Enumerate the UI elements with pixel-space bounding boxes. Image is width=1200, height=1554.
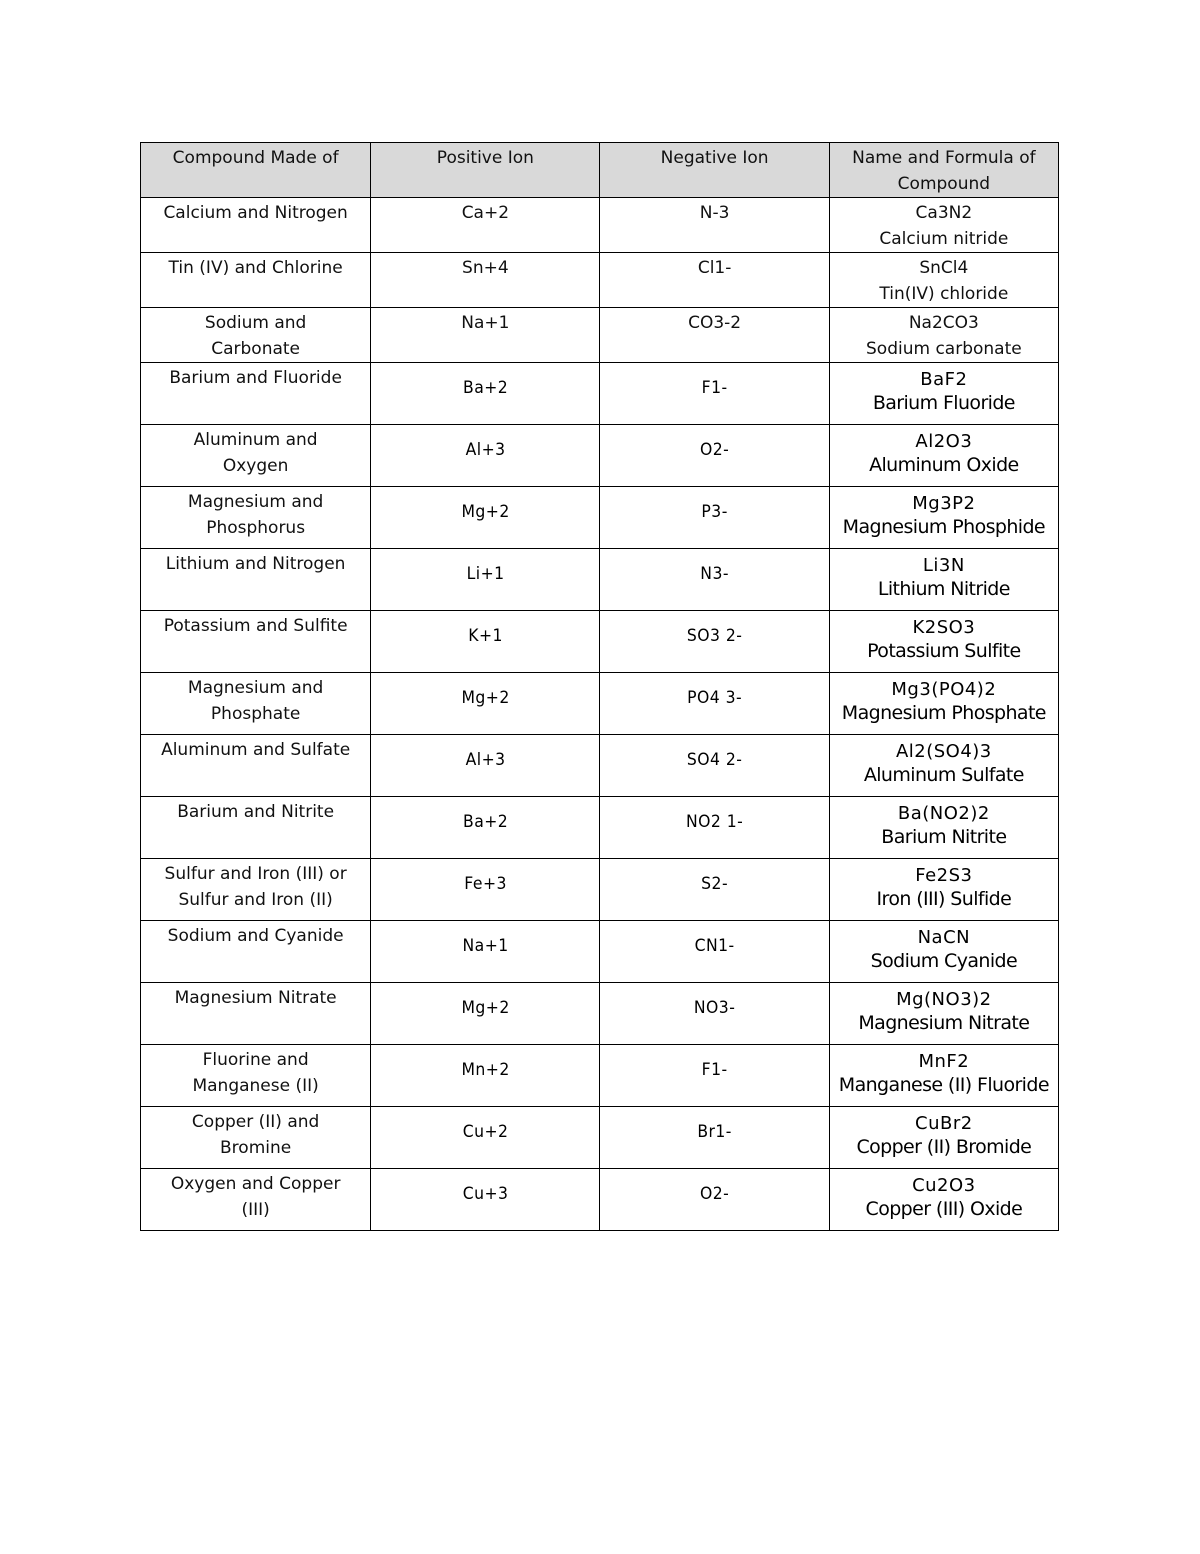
negative-ion-text: F1-: [701, 378, 728, 398]
negative-ion-text: CN1-: [694, 936, 735, 956]
cell-positive-ion: [380, 1107, 591, 1169]
compound-formula: Mg3P2: [912, 493, 976, 514]
positive-ion-text: Ca+2: [461, 203, 510, 223]
table-row: [141, 921, 1059, 983]
cell-name-and-formula: [829, 983, 1058, 1045]
made-of-text: Calcium and Nitrogen: [163, 203, 348, 223]
positive-ion-text: Mg+2: [461, 502, 510, 522]
cell-negative-ion: [609, 735, 820, 797]
cell-negative-ion: [609, 673, 820, 735]
cell-negative-ion: [600, 253, 829, 308]
table-row: [141, 253, 1059, 308]
table-row: [141, 983, 1059, 1045]
cell-positive-ion: [380, 983, 591, 1045]
compound-formula: SnCl4: [919, 258, 969, 278]
cell-name-and-formula: [829, 363, 1058, 425]
compound-formula: Cu2O3: [912, 1175, 976, 1196]
compound-formula: Al2(SO4)3: [895, 741, 992, 762]
cell-made-of: [141, 921, 371, 983]
positive-ion-text: Li+1: [466, 564, 505, 584]
cell-made-of: [141, 487, 371, 549]
negative-ion-text: N3-: [700, 564, 729, 584]
cell-negative-ion: [609, 425, 820, 487]
made-of-text: Magnesium and Phosphate: [187, 678, 324, 724]
table-row: [141, 735, 1059, 797]
cell-positive-ion: [380, 611, 591, 673]
negative-ion-text: Br1-: [697, 1122, 732, 1142]
cell-made-of: [141, 611, 371, 673]
table-row: [141, 611, 1059, 673]
compound-formula: CuBr2: [915, 1113, 973, 1134]
compound-name: Magnesium Nitrate: [858, 1012, 1030, 1034]
made-of-text: Sodium and Carbonate: [204, 313, 307, 359]
compound-formula: Ca3N2: [915, 203, 973, 223]
cell-made-of: [141, 1169, 371, 1231]
cell-negative-ion: [600, 198, 829, 253]
made-of-text: Barium and Fluoride: [169, 368, 342, 388]
compound-name: Aluminum Oxide: [869, 454, 1019, 476]
compound-formula: Ba(NO2)2: [897, 803, 990, 824]
cell-name-and-formula: [829, 198, 1058, 253]
cell-negative-ion: [609, 611, 820, 673]
cell-name-and-formula: [829, 1045, 1058, 1107]
negative-ion-text: F1-: [701, 1060, 728, 1080]
table-row: [141, 673, 1059, 735]
positive-ion-text: Mn+2: [461, 1060, 510, 1080]
compound-formula: Fe2S3: [915, 865, 973, 886]
positive-ion-text: Al+3: [465, 440, 506, 460]
cell-name-and-formula: [829, 253, 1058, 308]
compound-formula: Mg(NO3)2: [896, 989, 992, 1010]
made-of-text: Tin (IV) and Chlorine: [168, 258, 343, 278]
positive-ion-text: Cu+3: [462, 1184, 509, 1204]
table-row: [141, 549, 1059, 611]
cell-made-of: [141, 1107, 371, 1169]
compound-formula: Mg3(PO4)2: [891, 679, 997, 700]
made-of-text: Sodium and Cyanide: [167, 926, 344, 946]
negative-ion-text: PO4 3-: [687, 688, 743, 708]
compound-name: Barium Nitrite: [881, 826, 1007, 848]
negative-ion-text: NO2 1-: [685, 812, 744, 832]
negative-ion-text: S2-: [701, 874, 729, 894]
negative-ion-text: SO4 2-: [686, 750, 743, 770]
negative-ion-text: N-3: [699, 203, 730, 223]
cell-name-and-formula: [829, 1107, 1058, 1169]
cell-negative-ion: [609, 1169, 820, 1231]
negative-ion-text: NO3-: [693, 998, 736, 1018]
table-row: [141, 1107, 1059, 1169]
compound-table: [140, 142, 1059, 1231]
table-row: [141, 425, 1059, 487]
made-of-text: Fluorine and Manganese (II): [192, 1050, 319, 1096]
table-row: [141, 797, 1059, 859]
cell-positive-ion: [380, 425, 591, 487]
compound-formula: MnF2: [918, 1051, 970, 1072]
made-of-text: Aluminum and Sulfate: [161, 740, 351, 760]
header-compound-made-of: Compound Made of: [141, 143, 371, 198]
cell-name-and-formula: [829, 1169, 1058, 1231]
positive-ion-text: Mg+2: [461, 688, 510, 708]
compound-name: Potassium Sulfite: [867, 640, 1021, 662]
negative-ion-text: O2-: [699, 1184, 730, 1204]
cell-made-of: [141, 735, 371, 797]
header-negative-ion: Negative Ion: [600, 143, 829, 198]
compound-name: Magnesium Phosphide: [842, 516, 1046, 538]
cell-made-of: [141, 549, 371, 611]
table-row: [141, 1045, 1059, 1107]
positive-ion-text: Sn+4: [462, 258, 509, 278]
made-of-text: Lithium and Nitrogen: [165, 554, 346, 574]
compound-formula: K2SO3: [912, 617, 976, 638]
cell-negative-ion: [600, 308, 829, 363]
cell-negative-ion: [609, 797, 820, 859]
positive-ion-text: K+1: [468, 626, 503, 646]
table-row: [141, 363, 1059, 425]
compound-name: Calcium nitride: [879, 229, 1009, 249]
cell-positive-ion: [380, 363, 591, 425]
compound-formula: Al2O3: [915, 431, 973, 452]
cell-negative-ion: [609, 487, 820, 549]
cell-positive-ion: [380, 859, 591, 921]
table-row: [141, 308, 1059, 363]
cell-made-of: [141, 363, 371, 425]
made-of-text: Magnesium and Phosphorus: [187, 492, 324, 538]
cell-positive-ion: [380, 487, 591, 549]
cell-made-of: [141, 1045, 371, 1107]
compound-name: Aluminum Sulfate: [863, 764, 1024, 786]
compound-name: Barium Fluoride: [872, 392, 1015, 414]
positive-ion-text: Na+1: [462, 936, 509, 956]
cell-negative-ion: [609, 1107, 820, 1169]
cell-positive-ion: [380, 673, 591, 735]
compound-formula: Li3N: [922, 555, 965, 576]
positive-ion-text: Ba+2: [462, 378, 508, 398]
cell-name-and-formula: [829, 797, 1058, 859]
cell-negative-ion: [609, 983, 820, 1045]
cell-name-and-formula: [829, 425, 1058, 487]
cell-made-of: [141, 797, 371, 859]
table-row: [141, 1169, 1059, 1231]
cell-name-and-formula: [829, 308, 1058, 363]
cell-name-and-formula: [829, 487, 1058, 549]
compound-name: Copper (II) Bromide: [856, 1136, 1032, 1158]
made-of-text: Aluminum and Oxygen: [193, 430, 318, 476]
cell-positive-ion: [380, 921, 591, 983]
cell-made-of: [141, 198, 371, 253]
negative-ion-text: P3-: [701, 502, 728, 522]
positive-ion-text: Ba+2: [462, 812, 508, 832]
negative-ion-text: Cl1-: [697, 258, 732, 278]
compound-name: Magnesium Phosphate: [841, 702, 1046, 724]
compound-formula: BaF2: [920, 369, 968, 390]
cell-name-and-formula: [829, 921, 1058, 983]
cell-positive-ion: [380, 1169, 591, 1231]
table-row: [141, 487, 1059, 549]
cell-made-of: [141, 425, 371, 487]
positive-ion-text: Fe+3: [464, 874, 507, 894]
compound-name: Tin(IV) chloride: [879, 284, 1009, 304]
compound-formula: NaCN: [917, 927, 971, 948]
negative-ion-text: CO3-2: [688, 313, 742, 333]
cell-made-of: [141, 673, 371, 735]
made-of-text: Copper (II) and Bromine: [191, 1112, 320, 1158]
cell-name-and-formula: [829, 859, 1058, 921]
made-of-text: Potassium and Sulfite: [163, 616, 348, 636]
cell-positive-ion: [371, 253, 600, 308]
cell-name-and-formula: [829, 673, 1058, 735]
made-of-text: Barium and Nitrite: [177, 802, 335, 822]
cell-made-of: [141, 308, 371, 363]
cell-name-and-formula: [829, 549, 1058, 611]
cell-positive-ion: [380, 549, 591, 611]
cell-positive-ion: [380, 1045, 591, 1107]
table-row: [141, 198, 1059, 253]
cell-positive-ion: [380, 735, 591, 797]
made-of-text: Sulfur and Iron (III) or Sulfur and Iron (II): [164, 864, 347, 910]
cell-made-of: [141, 859, 371, 921]
compound-name: Sodium carbonate: [866, 339, 1022, 359]
table-row: [141, 859, 1059, 921]
cell-positive-ion: [371, 308, 600, 363]
made-of-text: Oxygen and Copper (III): [170, 1174, 341, 1220]
cell-made-of: [141, 253, 371, 308]
compound-name: Sodium Cyanide: [870, 950, 1018, 972]
cell-positive-ion: [380, 797, 591, 859]
negative-ion-text: SO3 2-: [686, 626, 743, 646]
cell-negative-ion: [609, 921, 820, 983]
cell-negative-ion: [609, 363, 820, 425]
compound-name: Iron (III) Sulfide: [876, 888, 1012, 910]
positive-ion-text: Na+1: [461, 313, 510, 333]
cell-name-and-formula: [829, 611, 1058, 673]
positive-ion-text: Mg+2: [461, 998, 510, 1018]
header-name-and-formula: Name and Formula of Compound: [829, 143, 1058, 198]
compound-name: Manganese (II) Fluoride: [838, 1074, 1049, 1096]
compound-name: Lithium Nitride: [877, 578, 1010, 600]
header-row: [141, 143, 1059, 198]
cell-negative-ion: [609, 1045, 820, 1107]
cell-made-of: [141, 983, 371, 1045]
cell-name-and-formula: [829, 735, 1058, 797]
positive-ion-text: Al+3: [465, 750, 506, 770]
negative-ion-text: O2-: [699, 440, 730, 460]
header-positive-ion: Positive Ion: [371, 143, 600, 198]
made-of-text: Magnesium Nitrate: [174, 988, 337, 1008]
compound-formula: Na2CO3: [908, 313, 979, 333]
cell-positive-ion: [371, 198, 600, 253]
compound-name: Copper (III) Oxide: [865, 1198, 1023, 1220]
cell-negative-ion: [609, 549, 820, 611]
cell-negative-ion: [609, 859, 820, 921]
positive-ion-text: Cu+2: [462, 1122, 509, 1142]
